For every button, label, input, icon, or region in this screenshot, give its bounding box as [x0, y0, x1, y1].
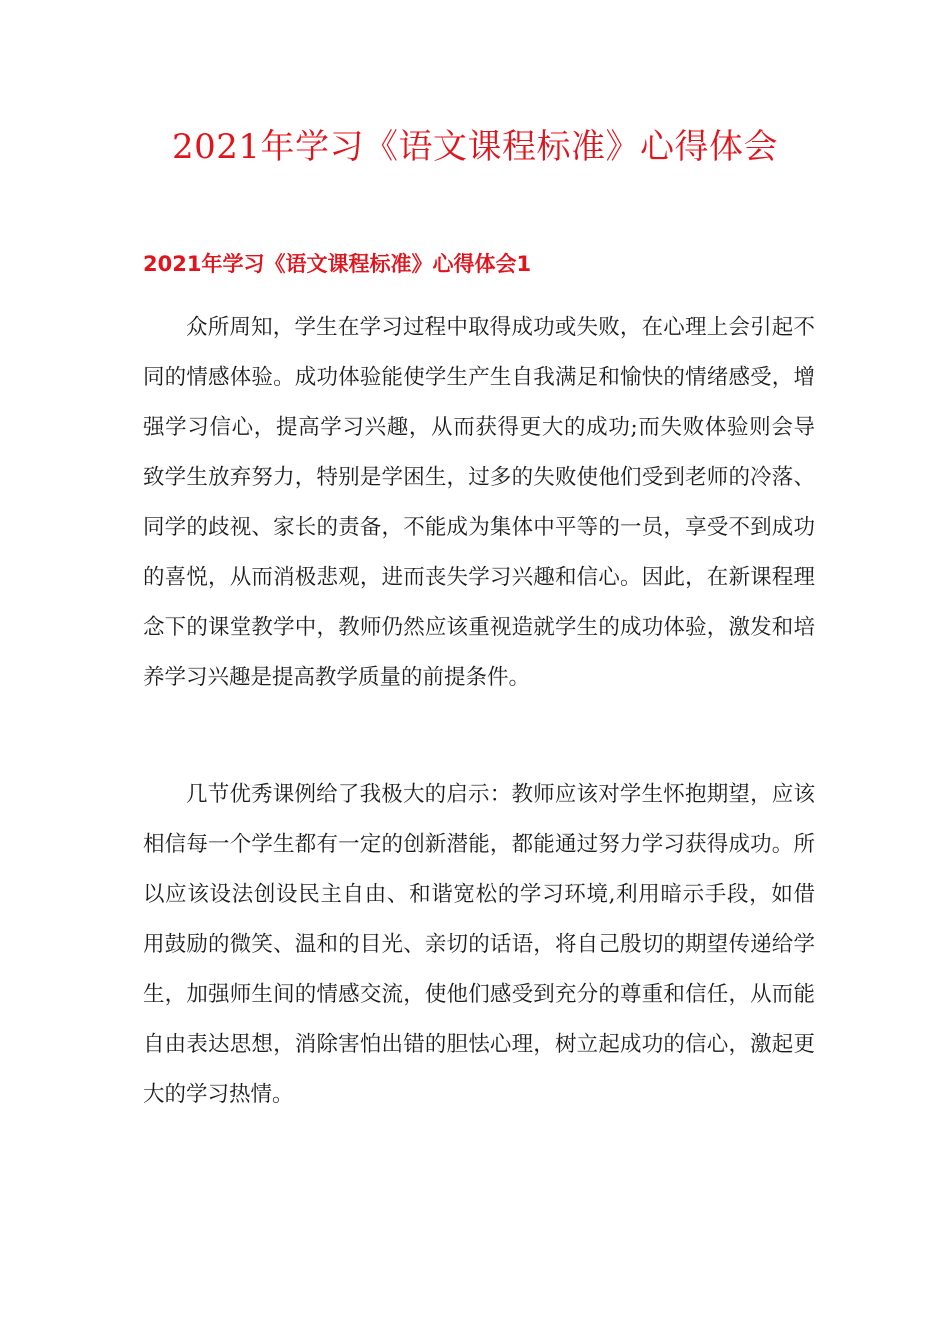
body-paragraph-2: 几节优秀课例给了我极大的启示：教师应该对学生怀抱期望，应该相信每一个学生都有一定的创新潜能，都能通过努力学习获得成功。所以应该设法创设民主自由、和谐宽松的学习环境,利用暗示手段，如借用鼓励的微笑、温和的目光、亲切的话语，将自己殷切的期望传递给学生，加强师生间的情感交流，使他们感受到充分的尊重和信任，从而能自由表达思想，消除害怕出错的胆怯心理，树立起成功的信心，激起更大的学习热情。: [143, 782, 815, 1107]
body-paragraph-1: 众所周知，学生在学习过程中取得成功或失败，在心理上会引起不同的情感体验。成功体验能使学生产生自我满足和愉快的情绪感受，增强学习信心，提高学习兴趣，从而获得更大的成功;而失败体验则会导致学生放弃努力，特别是学困生，过多的失败使他们受到老师的冷落、同学的歧视、家长的责备，不能成为集体中平等的一员，享受不到成功的喜悦，从而消极悲观，进而丧失学习兴趣和信心。因此，在新课程理念下的课堂教学中，教师仍然应该重视造就学生的成功体验，激发和培养学习兴趣是提高教学质量的前提条件。: [143, 315, 815, 690]
section-heading: 2021年学习《语文课程标准》心得体会1: [143, 252, 532, 276]
document-title: 2021年学习《语文课程标准》心得体会: [171, 127, 779, 167]
